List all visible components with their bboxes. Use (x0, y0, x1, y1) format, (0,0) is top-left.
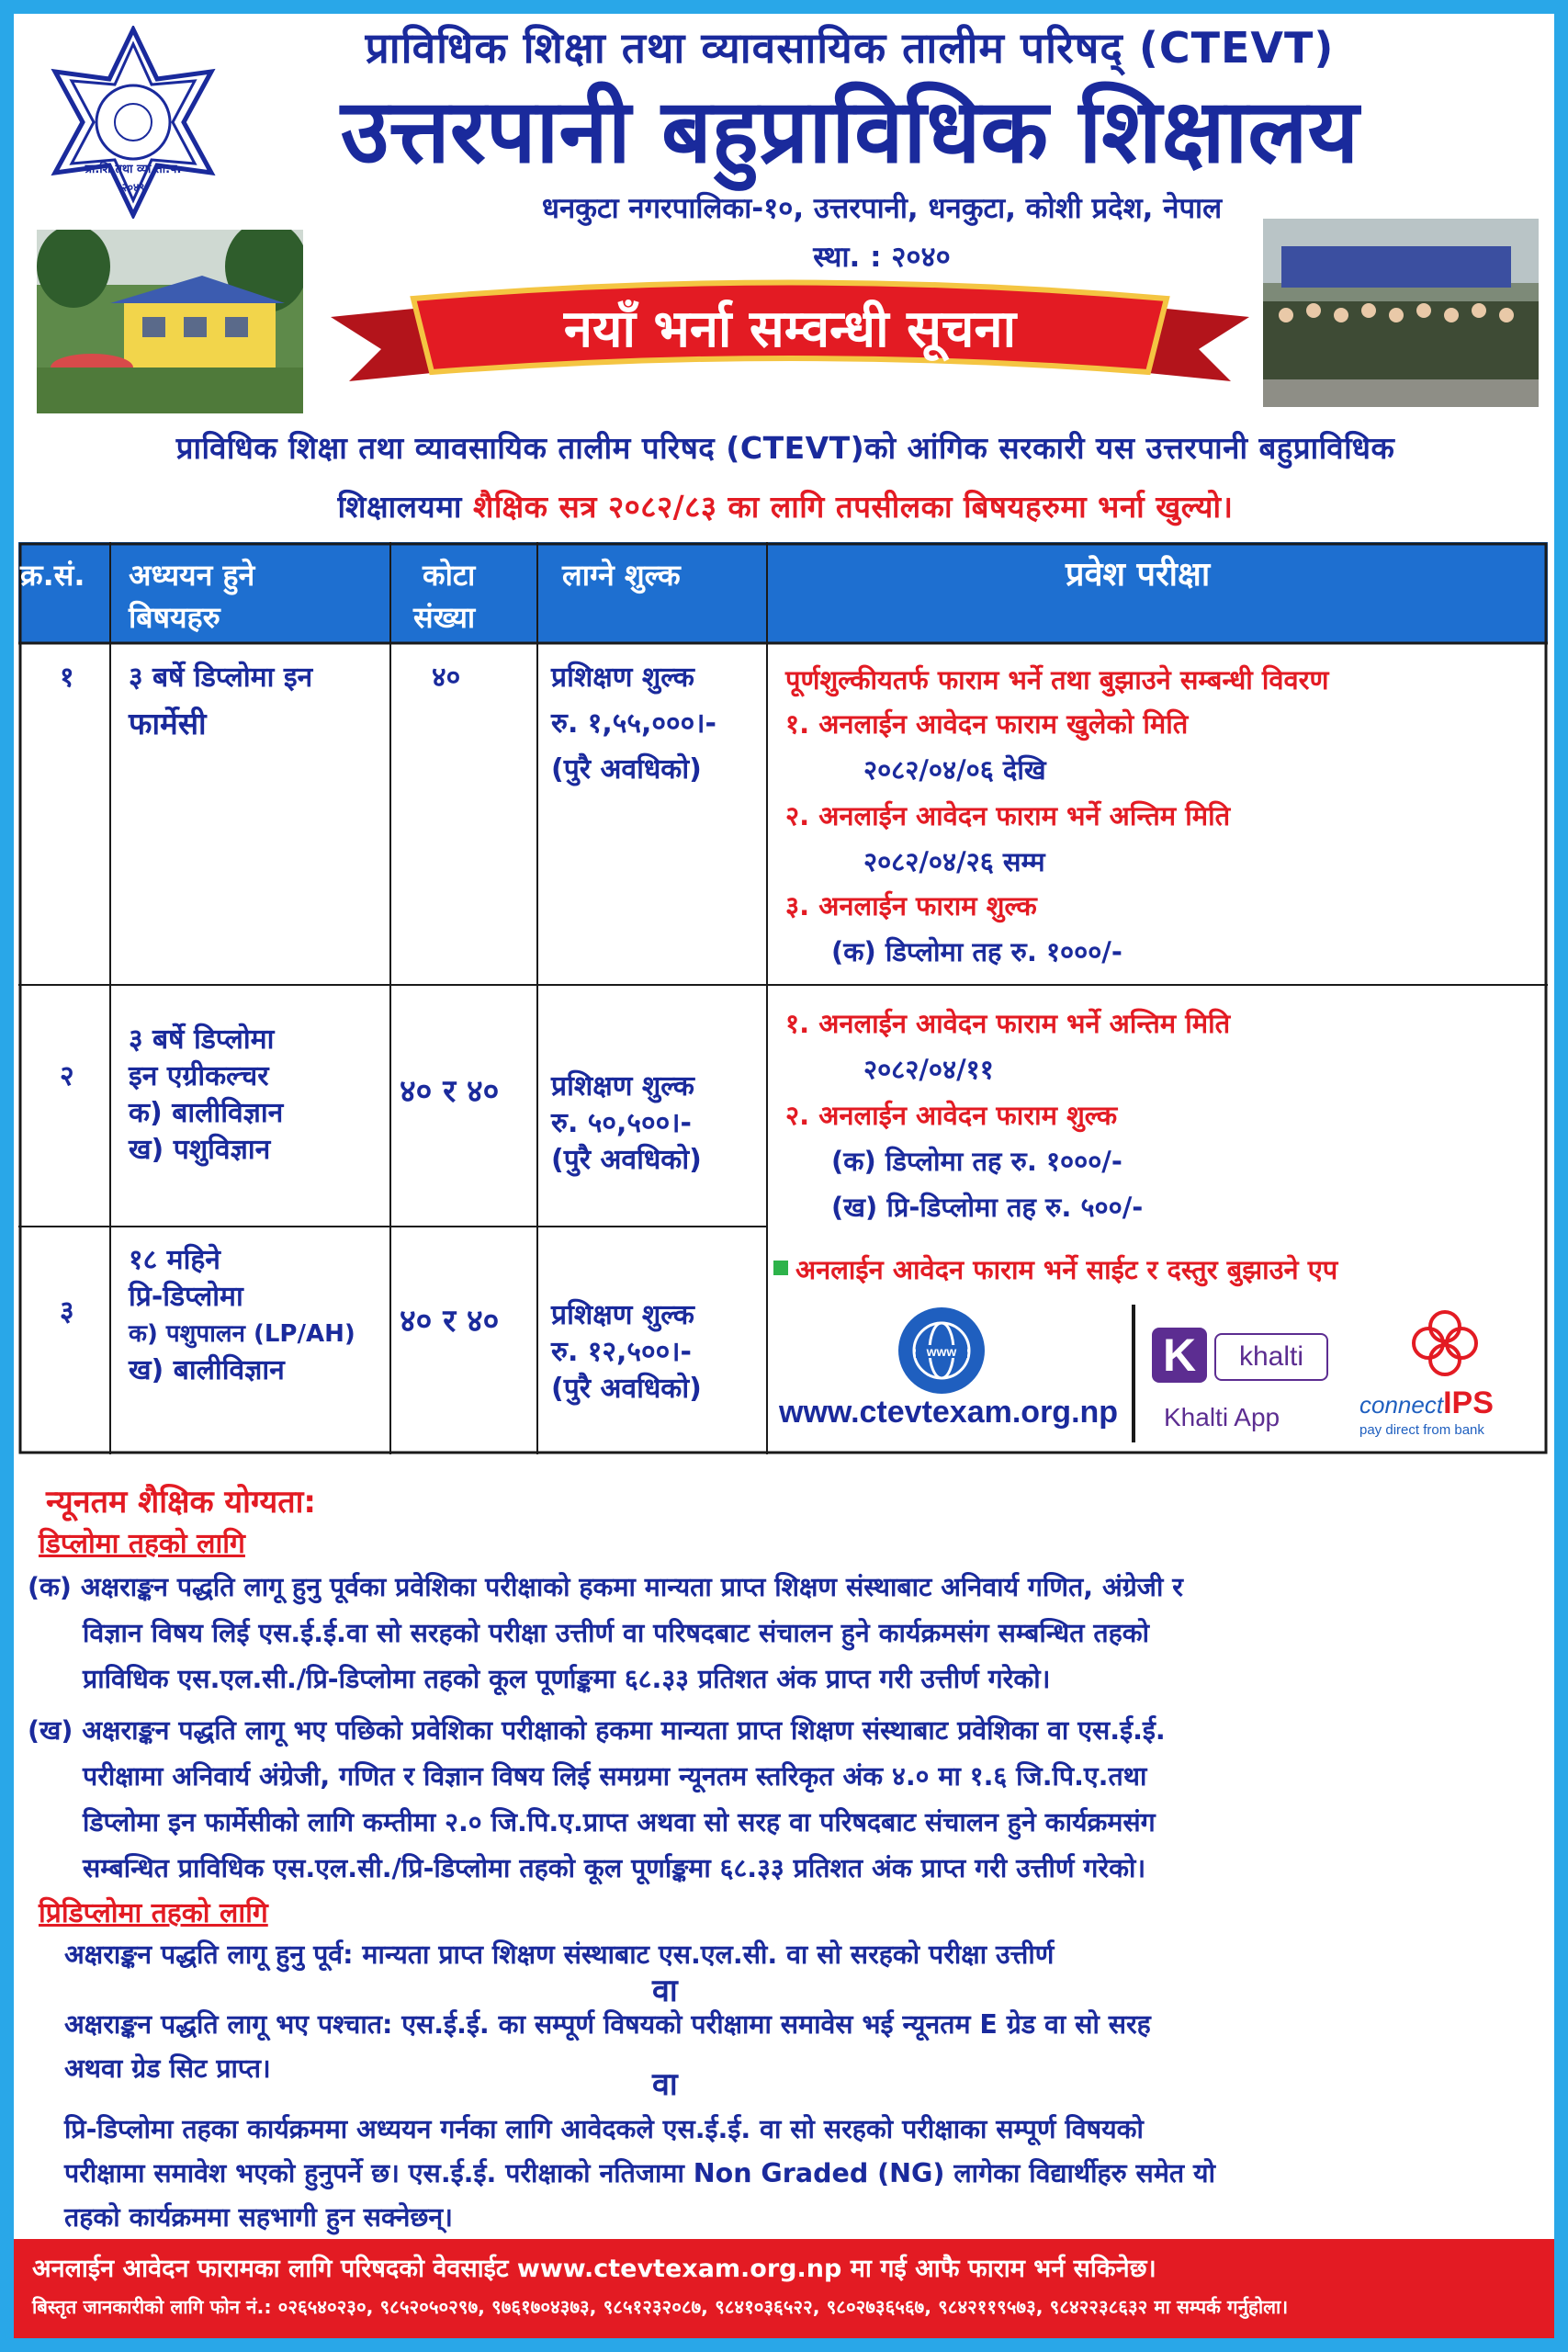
row2-subject-line2: इन एग्रीकल्चर (129, 1060, 269, 1092)
diploma-kha-line4: सम्बन्धित प्राविधिक एस.एल.सी./प्रि-डिप्लोमा तहको कूल पूर्णाङ्कमा ६८.३३ प्रतिशत अंक प्राप्त गरी उत्तीर्ण गरेको। (83, 1853, 1146, 1883)
col-header-subject-1: अध्ययन हुने (129, 558, 255, 593)
col-header-quota-1: कोटा (423, 558, 476, 593)
exam2-item1: १. अनलाईन आवेदन फाराम भर्ने अन्तिम मिति (785, 1008, 1231, 1039)
prediploma-rule3-line3: तहको कार्यक्रममा सहभागी हुन सक्नेछन्। (64, 2202, 453, 2233)
logo-text: प्रा.शि.तथा व्या.ता.प. (85, 163, 182, 176)
row3-sn: ३ (60, 1295, 74, 1328)
school-name: उत्तरपानी बहुप्राविधिक शिक्षालय (340, 80, 1359, 183)
exam2-item1-date: २०८२/०४/११ (863, 1054, 994, 1085)
or-separator-2: वा (652, 2066, 678, 2103)
khalti-divider (1132, 1305, 1135, 1442)
ctevt-logo (37, 26, 230, 219)
row2-sn: २ (60, 1060, 74, 1092)
row2-subject-line1: ३ बर्षे डिप्लोमा (129, 1023, 275, 1056)
diploma-kha-line1: (ख) अक्षराङ्कन पद्धति लागू भए पछिको प्रवेशिका परीक्षाको हकमा मान्यता प्राप्त शिक्षण संस्थाबाट प्रवेशिका वा एस.ई.ई. (28, 1715, 1166, 1746)
intro-line-2 (28, 485, 1543, 526)
col-header-exam: प्रवेश परीक्षा (1066, 556, 1211, 594)
row2-fee-period: (पुरै अवधिको) (551, 1144, 702, 1176)
council-name: प्राविधिक शिक्षा तथा व्यावसायिक तालीम परिषद् (CTEVT) (365, 23, 1335, 73)
khalti-app-logo[interactable] (1141, 1309, 1352, 1447)
exam1-item3: ३. अनलाईन फाराम शुल्क (785, 890, 1037, 922)
row3-subject-line4: ख) बालीविज्ञान (129, 1354, 285, 1386)
exam1-item1: १. अनलाईन आवेदन फाराम खुलेको मिति (785, 708, 1189, 740)
ctevt-exam-url[interactable]: www.ctevtexam.org.np (779, 1395, 1119, 1430)
row2-subject-line4: ख) पशुविज्ञान (129, 1134, 271, 1166)
row2-fee-amount: रु. ५०,५००।- (551, 1107, 692, 1139)
row1-subject-line2: फार्मेसी (129, 706, 207, 741)
www-text: www (926, 1344, 957, 1359)
exam2-item2: २. अनलाईन आवेदन फाराम शुल्क (785, 1100, 1118, 1131)
or-separator-1: वा (652, 1973, 678, 2009)
footer-website-note: अनलाईन आवेदन फारामका लागि परिषदको वेवसाईट www.ctevtexam.org.np मा गई आफै फाराम भर्न सकिनेछ। (32, 2255, 1156, 2283)
diploma-kha-line2: परीक्षामा अनिवार्य अंग्रेजी, गणित र विज्ञान विषय लिई समग्रमा न्यूनतम स्तरिकृत अंक ४.० मा १.६ जि.पि.ए.तथा (83, 1761, 1147, 1792)
row2-subject-line3: क) बालीविज्ञान (129, 1097, 284, 1129)
connect-text: connect (1359, 1391, 1444, 1419)
ips-text: IPS (1443, 1385, 1494, 1420)
diploma-kha-line3: डिप्लोमा इन फार्मेसीको लागि कम्तीमा २.० जि.पि.ए.प्राप्त अथवा सो सरह वा परिषदबाट संचालन हुने कार्यक्रमसंग (83, 1807, 1156, 1838)
diploma-ka-line3: प्राविधिक एस.एल.सी./प्रि-डिप्लोमा तहको कूल पूर्णाङ्कमा ६८.३३ प्रतिशत अंक प्राप्त गरी उत्तीर्ण गरेको। (83, 1664, 1051, 1694)
prediploma-heading: प्रिडिप्लोमा तहको लागि (39, 1897, 268, 1929)
apps-heading: अनलाईन आवेदन फाराम भर्ने साईट र दस्तुर बुझाउने एप (795, 1254, 1338, 1285)
col-header-subject-2: बिषयहरु (129, 600, 220, 635)
prediploma-rule3-line1: प्रि-डिप्लोमा तहका कार्यक्रममा अध्ययन गर्नका लागि आवेदकले एस.ई.ई. वा सो सरहको परीक्षाका सम्पूर्ण विषयको (64, 2114, 1144, 2144)
prediploma-rule2-line2: अथवा ग्रेड सिट प्राप्त। (64, 2053, 271, 2084)
diploma-heading: डिप्लोमा तहको लागि (39, 1528, 245, 1560)
qualification-heading: न्यूनतम शैक्षिक योग्यता: (46, 1484, 317, 1521)
connectips-tagline: pay direct from bank (1359, 1422, 1484, 1438)
exam1-heading: पूर्णशुल्कीयतर्फ फाराम भर्ने तथा बुझाउने सम्बन्धी विवरण (785, 664, 1329, 695)
row3-subject-line2: प्रि-डिप्लोमा (129, 1281, 243, 1313)
row2-fee-label: प्रशिक्षण शुल्क (551, 1070, 694, 1102)
connectips-wordmark (1359, 1385, 1494, 1421)
notice-banner-title: नयाँ भर्ना सम्वन्धी सूचना (563, 300, 1017, 359)
row1-fee-period: (पुरै अवधिको) (551, 753, 702, 786)
row1-sn: १ (60, 662, 74, 694)
row3-quota: ४० र ४० (400, 1303, 500, 1340)
school-address: धनकुटा नगरपालिका-१०, उत्तरपानी, धनकुटा, कोशी प्रदेश, नेपाल (541, 192, 1223, 225)
row3-fee-period: (पुरै अवधिको) (551, 1373, 702, 1405)
prediploma-rule3-line2: परीक्षामा समावेश भएको हुनुपर्ने छ। एस.ई.ई. परीक्षाको नतिजामा Non Graded (NG) लागेका विद्यार्थीहरु समेत यो (64, 2158, 1215, 2188)
campus-building-photo (37, 230, 303, 413)
col-header-fee: लाग्ने शुल्क (562, 558, 681, 593)
col-header-sn: क्र.सं. (20, 558, 85, 593)
row3-fee-label: प्रशिक्षण शुल्क (551, 1299, 694, 1331)
students-group-photo (1263, 219, 1539, 407)
established-year: स्था. : २०४० (813, 241, 951, 274)
diploma-ka-line1: (क) अक्षराङ्कन पद्धति लागू हुनु पूर्वका प्रवेशिका परीक्षाको हकमा मान्यता प्राप्त शिक्षण संस्थाबाट अनिवार्य गणित, अंग्रेजी र (28, 1572, 1183, 1602)
footer-contact-phones: बिस्तृत जानकारीको लागि फोन नं.: ०२६५४०२३०, ९८५२०५०२९७, ९७६१७०४३७३, ९८५१२३२०८७, ९८४१०३६५२२, ९८०२७३६५६७, ९८४२११९५७३, ९८४२२३८६३२ मा सम्पर्क गर्नुहोला। (32, 2296, 1289, 2318)
row3-fee-amount: रु. १२,५००।- (551, 1336, 692, 1368)
intro-line-2-start: शिक्षालयमा (337, 489, 473, 525)
row1-quota: ४० (432, 662, 461, 694)
khalti-name: khalti (1214, 1333, 1328, 1381)
globe-icon (896, 1305, 987, 1396)
exam1-item1-date: २०८२/०४/०६ देखि (863, 754, 1046, 786)
khalti-k-icon: K (1152, 1328, 1207, 1383)
khalti-app-label: Khalti App (1164, 1403, 1280, 1431)
row3-subject-line1: १८ महिने (129, 1244, 220, 1276)
connectips-flower-icon (1408, 1306, 1482, 1380)
row1-fee-amount: रु. १,५५,०००।- (551, 707, 716, 740)
connectips-logo[interactable] (1355, 1306, 1539, 1444)
green-bullet-icon (773, 1261, 788, 1275)
exam1-item2: २. अनलाईन आवेदन फाराम भर्ने अन्तिम मिति (785, 800, 1231, 831)
prediploma-rule2-line1: अक्षराङ्कन पद्धति लागू भए पश्चात: एस.ई.ई. का सम्पूर्ण विषयको परीक्षामा समावेस भई न्यूनतम E ग्रेड वा सो सरह (64, 2009, 1151, 2040)
prediploma-rule1: अक्षराङ्कन पद्धति लागू हुनु पूर्व: मान्यता प्राप्त शिक्षण संस्थाबाट एस.एल.सी. वा सो सरहको परीक्षा उत्तीर्ण (64, 1939, 1055, 1970)
row2-quota: ४० र ४० (400, 1073, 500, 1110)
row1-fee-label: प्रशिक्षण शुल्क (551, 662, 694, 694)
intro-line-1: प्राविधिक शिक्षा तथा व्यावसायिक तालीम परिषद (CTEVT)को आंगिक सरकारी यस उत्तरपानी बहुप्राविधिक (175, 430, 1395, 466)
exam1-item3-fee: (क) डिप्लोमा तह रु. १०००/- (831, 936, 1122, 967)
footer-bar (14, 2239, 1554, 2338)
col-header-quota-2: संख्या (413, 600, 476, 635)
logo-year: २०४९ (121, 181, 145, 194)
exam2-item2-diploma: (क) डिप्लोमा तह रु. १०००/- (831, 1146, 1122, 1177)
intro-session-highlight: शैक्षिक सत्र २०८२/८३ का लागि तपसीलका बिषयहरुमा भर्ना खुल्यो। (472, 489, 1234, 525)
row3-subject-line3: क) पशुपालन (LP/AH) (129, 1320, 355, 1348)
row1-subject-line1: ३ बर्षे डिप्लोमा इन (129, 662, 313, 694)
exam2-item2-prediploma: (ख) प्रि-डिप्लोमा तह रु. ५००/- (831, 1192, 1144, 1223)
exam1-item2-date: २०८२/०४/२६ सम्म (863, 846, 1045, 877)
diploma-ka-line2: विज्ञान विषय लिई एस.ई.ई.वा सो सरहको परीक्षा उत्तीर्ण वा परिषदबाट संचालन हुने कार्यक्रमसंग सम्बन्धित तहको (83, 1618, 1150, 1648)
